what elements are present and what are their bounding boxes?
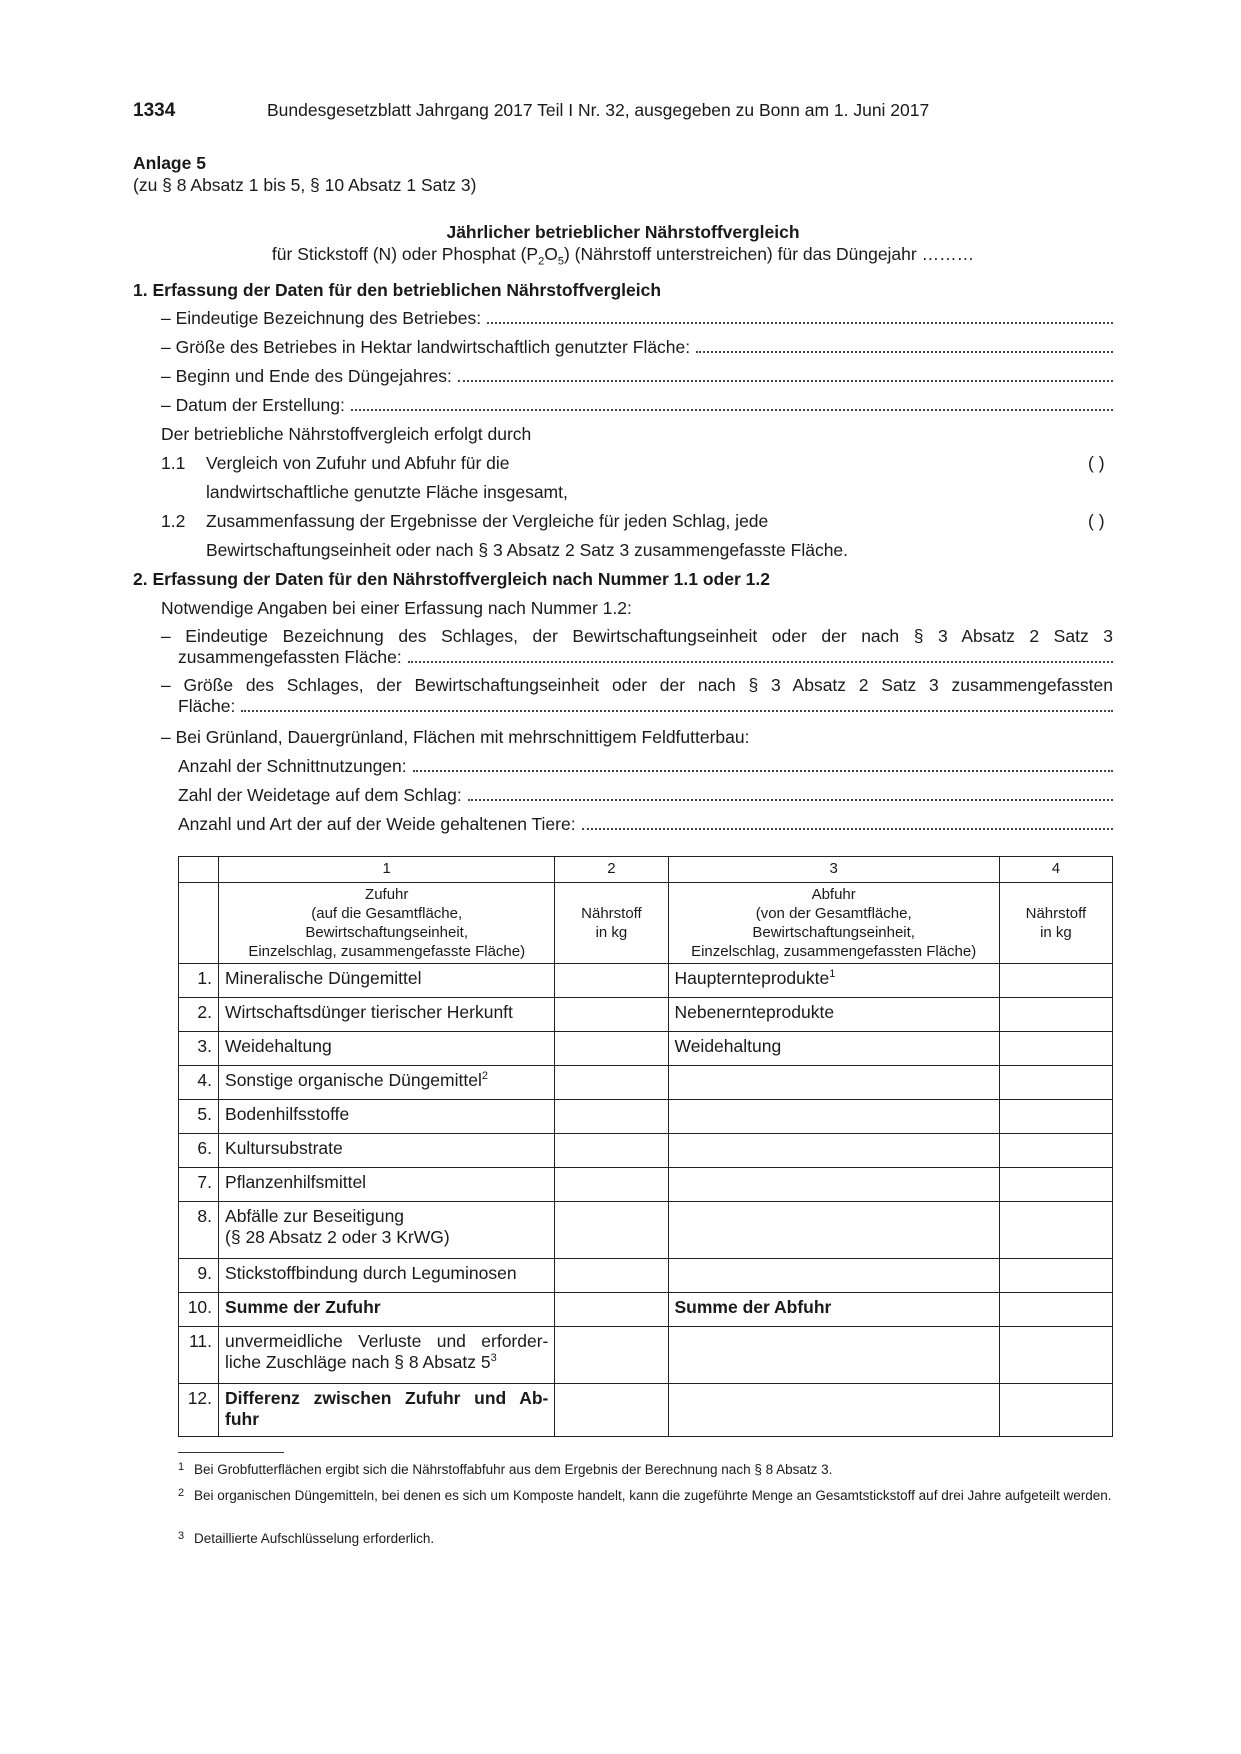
footnote-3 [178,1530,1113,1547]
column-number-row [179,857,1113,883]
row-number: 2. [179,998,219,1032]
footnote-ref: 2 [481,1070,488,1083]
zufuhr-line [225,1352,548,1373]
abfuhr-cell[interactable] [668,1168,999,1202]
header-line: in kg [1040,924,1072,941]
table-row [179,998,1113,1032]
field-schlag-groesse[interactable] [178,696,1113,717]
abfuhr-cell[interactable] [668,1202,999,1259]
table-corner [179,883,219,964]
section1-intro: Der betriebliche Nährstoffvergleich erfolgt durch [161,424,532,444]
field-label: – Größe des Betriebes in Hektar landwirtschaftlich genutzter Fläche: [161,337,691,357]
subtitle-part: O [544,244,558,264]
table-row [179,1032,1113,1066]
dotted-fill [413,769,1113,772]
table-row-difference [179,1384,1113,1437]
field-label: zusammengefassten Fläche: [178,647,402,667]
running-title: Bundesgesetzblatt Jahrgang 2017 Teil I Nr. 32, ausgegeben zu Bonn am 1. Juni 2017 [267,100,930,120]
field-weidetage[interactable] [178,785,1113,806]
abfuhr-cell: Weidehaltung [668,1032,999,1066]
header-line: Zufuhr [365,886,409,903]
footnote-ref: 3 [490,1352,497,1365]
field-label: – Datum der Erstellung: [161,395,345,415]
abfuhr-value-cell[interactable] [999,1259,1112,1293]
zufuhr-cell: Pflanzenhilfsmittel [219,1168,555,1202]
zufuhr-cell: Bodenhilfsstoffe [219,1100,555,1134]
zufuhr-value-cell[interactable] [555,1168,668,1202]
row-number: 9. [179,1259,219,1293]
abfuhr-value-cell[interactable] [999,1293,1112,1327]
anlage-title: Anlage 5 [133,153,206,173]
row-number: 7. [179,1168,219,1202]
row-number: 6. [179,1134,219,1168]
header-naehrstoff-abfuhr [999,883,1112,964]
abfuhr-value-cell[interactable] [999,964,1112,998]
footnote-ref: 1 [829,968,836,981]
footnote-text: Detaillierte Aufschlüsselung erforderlich. [194,1531,435,1546]
abfuhr-value-cell[interactable] [999,1100,1112,1134]
footnote-number: 2 [178,1487,185,1499]
row-number: 10. [179,1293,219,1327]
abfuhr-cell [668,964,999,998]
field-label: Zahl der Weidetage auf dem Schlag: [178,785,462,805]
zufuhr-value-cell[interactable] [555,1100,668,1134]
dotted-fill [351,408,1113,411]
zufuhr-cell: Wirtschaftsdünger tierischer Herkunft [219,998,555,1032]
abfuhr-cell[interactable] [668,1384,999,1437]
zufuhr-value-cell[interactable] [555,1066,668,1100]
subscript-2: 2 [538,255,545,268]
footnote-number: 3 [178,1530,185,1542]
zufuhr-cell [219,1327,555,1384]
zufuhr-cell: Stickstoffbindung durch Leguminosen [219,1259,555,1293]
abfuhr-value-cell[interactable] [999,1327,1112,1384]
field-label: – Eindeutige Bezeichnung des Betriebes: [161,308,482,328]
footnote-number: 1 [178,1461,185,1473]
header-line: Nährstoff [1025,905,1087,922]
column-number: 2 [555,857,668,883]
abfuhr-value-cell[interactable] [999,1066,1112,1100]
option-2-number: 1.2 [161,511,186,531]
dotted-fill [458,379,1113,382]
field-schlag-bezeichnung-line1: – Eindeutige Bezeichnung des Schlages, der Bewirtschaftungseinheit oder der nach § 3 Absatz 2 Satz 3 [161,626,1113,646]
dotted-fill [582,827,1113,830]
summe-abfuhr-cell: Summe der Abfuhr [668,1293,999,1327]
header-line: (auf die Gesamtfläche, [311,905,463,922]
column-number: 4 [999,857,1112,883]
abfuhr-cell: Nebenernteprodukte [668,998,999,1032]
row-number: 12. [179,1384,219,1437]
grassland-text: – Bei Grünland, Dauergrünland, Flächen mit mehrschnittigem Feldfutterbau: [161,727,750,747]
subtitle-part: ) (Nährstoff unterstreichen) für das Düngejahr ……… [563,244,975,264]
zufuhr-cell: Kultursubstrate [219,1134,555,1168]
zufuhr-value-cell[interactable] [555,1134,668,1168]
footnote-text: Bei organischen Düngemitteln, bei denen es sich um Komposte handelt, kann die zugeführte Menge an Gesamtstickstoff auf drei Jahre aufgeteilt werden. [194,1488,1112,1503]
dotted-fill [408,660,1113,663]
footnote-text: Bei Grobfutterflächen ergibt sich die Nährstoffabfuhr aus dem Ergebnis der Berechnung nach § 8 Absatz 3. [194,1462,833,1477]
row-number: 3. [179,1032,219,1066]
zufuhr-line: fuhr [225,1409,260,1429]
section2-intro: Notwendige Angaben bei einer Erfassung nach Nummer 1.2: [161,598,632,618]
abfuhr-value-cell[interactable] [999,1134,1112,1168]
table-corner [179,857,219,883]
summe-zufuhr-cell: Summe der Zufuhr [219,1293,555,1327]
abfuhr-cell[interactable] [668,1327,999,1384]
zufuhr-cell [219,1202,555,1259]
subtitle-part: für Stickstoff (N) oder Phosphat (P [271,244,539,264]
zufuhr-cell: Weidehaltung [219,1032,555,1066]
field-schlag-bezeichnung[interactable] [178,647,1113,668]
abfuhr-cell[interactable] [668,1100,999,1134]
differenz-cell [219,1384,555,1437]
table-row [179,1134,1113,1168]
zufuhr-value-cell[interactable] [555,1202,668,1259]
column-header-row [179,883,1113,964]
abfuhr-cell[interactable] [668,1259,999,1293]
footnote-1 [178,1461,1113,1478]
header-line: Nährstoff [581,905,642,922]
option-2-text-line2: Bewirtschaftungseinheit oder nach § 3 Absatz 2 Satz 3 zusammengefasste Fläche. [206,540,849,560]
header-line: Einzelschlag, zusammengefasste Fläche) [248,943,526,960]
header-zufuhr [219,883,555,964]
option-1-text-line1: Vergleich von Zufuhr und Abfuhr für die [206,453,510,473]
abfuhr-value-cell[interactable] [999,1168,1112,1202]
field-label: Anzahl und Art der auf der Weide gehaltenen Tiere: [178,814,576,834]
abfuhr-value-cell[interactable] [999,1384,1112,1437]
field-duengejahr[interactable] [161,366,1113,387]
field-label: – Beginn und Ende des Düngejahres: [161,366,452,386]
section2-heading: 2. Erfassung der Daten für den Nährstoffvergleich nach Nummer 1.1 oder 1.2 [133,569,770,589]
page-number: 1334 [133,100,176,121]
header-line: Bewirtschaftungseinheit, [752,924,915,941]
option-1-checkbox[interactable]: ( ) [1088,453,1105,473]
option-2-text-line1: Zusammenfassung der Ergebnisse der Vergleiche für jeden Schlag, jede [206,511,769,531]
column-number: 3 [668,857,999,883]
field-betrieb-groesse[interactable] [161,337,1113,358]
row-number: 5. [179,1100,219,1134]
zufuhr-value-cell[interactable] [555,964,668,998]
abfuhr-value-cell[interactable] [999,1032,1112,1066]
zufuhr-value-cell[interactable] [555,1293,668,1327]
dotted-fill [487,321,1113,324]
row-number: 8. [179,1202,219,1259]
document-subtitle [133,244,1113,268]
abfuhr-cell[interactable] [668,1134,999,1168]
header-line: in kg [595,924,628,941]
column-number: 1 [219,857,555,883]
field-label: Fläche: [178,696,236,716]
row-number: 11. [179,1327,219,1384]
zufuhr-cell [219,1066,555,1100]
zufuhr-label: Sonstige organische Düngemittel [225,1070,482,1090]
section1-heading: 1. Erfassung der Daten für den betrieblichen Nährstoffvergleich [133,280,662,300]
header-line: (von der Gesamtfläche, [755,905,912,922]
table-row [179,1066,1113,1100]
header-line: Bewirtschaftungseinheit, [305,924,468,941]
zufuhr-cell: Mineralische Düngemittel [219,964,555,998]
table-row-sum [179,1293,1113,1327]
header-line: Abfuhr [811,886,856,903]
document-title: Jährlicher betrieblicher Nährstoffvergleich [446,222,800,242]
footnote-2 [178,1487,1113,1504]
header-naehrstoff-zufuhr [555,883,668,964]
zufuhr-line: (§ 28 Absatz 2 oder 3 KrWG) [225,1227,450,1247]
field-betrieb-bezeichnung[interactable] [161,308,1113,329]
dotted-fill [241,709,1113,712]
anlage-reference: (zu § 8 Absatz 1 bis 5, § 10 Absatz 1 Satz 3) [133,175,477,195]
zufuhr-line: Abfälle zur Beseitigung [225,1206,405,1226]
zufuhr-value-cell[interactable] [555,1032,668,1066]
zufuhr-label: liche Zuschläge nach § 8 Absatz 5 [225,1352,491,1372]
zufuhr-value-cell[interactable] [555,998,668,1032]
field-datum[interactable] [161,395,1113,416]
row-number: 4. [179,1066,219,1100]
header-abfuhr [668,883,999,964]
zufuhr-value-cell[interactable] [555,1384,668,1437]
option-1-text-line2: landwirtschaftliche genutzte Fläche insgesamt, [206,482,568,502]
zufuhr-line: unvermeidliche Verluste und erforder- [225,1331,549,1351]
abfuhr-value-cell[interactable] [999,1202,1112,1259]
zufuhr-line: Differenz zwischen Zufuhr und Ab- [225,1388,549,1408]
abfuhr-cell[interactable] [668,1066,999,1100]
dotted-fill [696,350,1113,353]
header-line: Einzelschlag, zusammengefassten Fläche) [691,943,977,960]
field-schlag-groesse-line1: – Größe des Schlages, der Bewirtschaftungseinheit oder der nach § 3 Absatz 2 Satz 3 zusammengefassten [161,675,1113,695]
zufuhr-value-cell[interactable] [555,1259,668,1293]
row-number: 1. [179,964,219,998]
option-2-checkbox[interactable]: ( ) [1088,511,1105,531]
table-row [179,1100,1113,1134]
table-row [179,1259,1113,1293]
table-row [179,1168,1113,1202]
naehrstoff-table [178,856,1113,1437]
abfuhr-value-cell[interactable] [999,998,1112,1032]
dotted-fill [468,798,1113,801]
zufuhr-value-cell[interactable] [555,1327,668,1384]
table-row [179,1327,1113,1384]
field-label: Anzahl der Schnittnutzungen: [178,756,407,776]
option-1-number: 1.1 [161,453,186,473]
table-row [179,1202,1113,1259]
field-weidetiere[interactable] [178,814,1113,835]
abfuhr-label: Haupternteprodukte [674,968,830,988]
footnote-rule [178,1452,284,1453]
table-row [179,964,1113,998]
field-schnittnutzungen[interactable] [178,756,1113,777]
subscript-5: 5 [557,255,564,268]
